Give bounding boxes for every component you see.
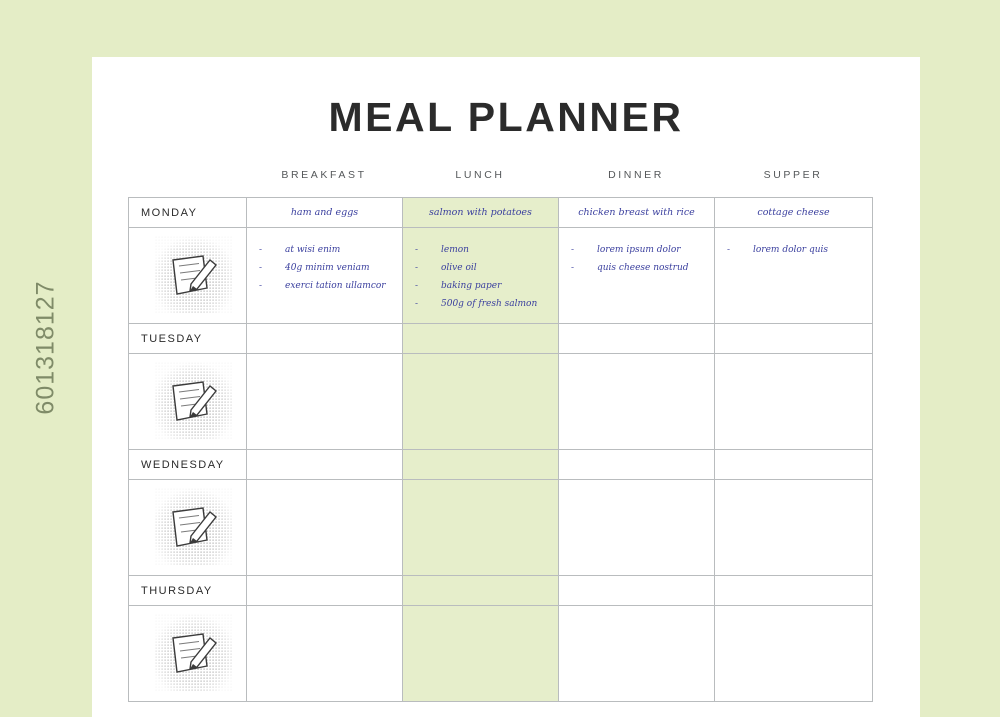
dish-cell-supper[interactable]	[715, 576, 873, 606]
ingredients-cell-dinner[interactable]	[559, 606, 715, 702]
ingredients-cell-supper[interactable]	[715, 480, 873, 576]
list-item: - lemon	[415, 245, 469, 255]
table-row	[129, 450, 873, 480]
day-name-label: THURSDAY	[141, 585, 213, 597]
dish-label	[247, 450, 402, 459]
dish-cell-breakfast[interactable]	[247, 324, 403, 354]
dish-label	[403, 324, 558, 333]
column-header-blank	[128, 169, 246, 181]
day-name-cell	[129, 324, 247, 354]
list-item: - 40g minim veniam	[259, 263, 370, 273]
ingredient-list	[715, 228, 872, 255]
day-name-label: TUESDAY	[141, 333, 203, 345]
ingredients-cell-supper[interactable]	[715, 228, 873, 324]
list-item: - at wisi enim	[259, 245, 341, 255]
dish-label	[247, 576, 402, 585]
dish-label	[715, 450, 872, 459]
dish-cell-dinner[interactable]	[559, 198, 715, 228]
dish-label	[559, 576, 714, 585]
day-name-label: MONDAY	[141, 207, 198, 219]
dish-label	[403, 576, 558, 585]
ingredient-list	[559, 228, 714, 273]
ingredients-cell-breakfast[interactable]	[247, 480, 403, 576]
column-header-breakfast: BREAKFAST	[281, 169, 367, 181]
ingredients-cell-dinner[interactable]	[559, 354, 715, 450]
table-row	[129, 606, 873, 702]
ingredients-cell-supper[interactable]	[715, 606, 873, 702]
meal-planner-sheet	[92, 57, 920, 717]
ingredients-cell-lunch[interactable]	[403, 354, 559, 450]
dish-cell-dinner[interactable]	[559, 576, 715, 606]
day-name-cell	[129, 450, 247, 480]
column-header-dinner: DINNER	[608, 169, 664, 181]
list-item: - lorem dolor quis	[727, 245, 829, 255]
table-row	[129, 480, 873, 576]
watermark-text: 601318127	[31, 280, 60, 415]
list-item: - lorem ipsum dolor	[571, 245, 681, 255]
dish-label	[715, 576, 872, 585]
dish-label	[715, 324, 872, 333]
watermark	[0, 0, 92, 695]
table-row	[129, 354, 873, 450]
notepad-pencil-icon	[155, 362, 233, 440]
column-header-row	[128, 169, 872, 181]
dish-cell-dinner[interactable]	[559, 324, 715, 354]
list-item: - olive oil	[415, 263, 477, 273]
illustration-cell	[129, 354, 247, 450]
dish-cell-breakfast[interactable]	[247, 450, 403, 480]
dish-cell-lunch[interactable]	[403, 324, 559, 354]
ingredient-list	[403, 228, 558, 309]
dish-label: cottage cheese	[757, 207, 830, 218]
ingredients-cell-breakfast[interactable]	[247, 354, 403, 450]
dish-label	[247, 324, 402, 333]
day-name-label: WEDNESDAY	[141, 459, 225, 471]
dish-label: salmon with potatoes	[429, 207, 532, 218]
dish-label: ham and eggs	[290, 207, 359, 218]
dish-label	[559, 450, 714, 459]
ingredients-cell-lunch[interactable]	[403, 228, 559, 324]
list-item: - baking paper	[415, 281, 502, 291]
dish-label	[403, 450, 558, 459]
ingredients-cell-lunch[interactable]	[403, 606, 559, 702]
dish-cell-dinner[interactable]	[559, 450, 715, 480]
dish-label	[559, 324, 714, 333]
illustration-cell	[129, 480, 247, 576]
illustration-cell	[129, 606, 247, 702]
page-title: MEAL PLANNER	[328, 94, 684, 140]
dish-cell-lunch[interactable]	[403, 198, 559, 228]
list-item: - exerci tation ullamcor	[259, 281, 386, 291]
dish-cell-supper[interactable]	[715, 450, 873, 480]
table-row	[129, 324, 873, 354]
column-header-supper: SUPPER	[763, 169, 823, 181]
dish-cell-lunch[interactable]	[403, 450, 559, 480]
notepad-pencil-icon	[155, 236, 233, 314]
dish-cell-supper[interactable]	[715, 198, 873, 228]
ingredient-list	[247, 228, 402, 291]
dish-label: chicken breast with rice	[578, 207, 695, 218]
notepad-pencil-icon	[155, 488, 233, 566]
ingredients-cell-supper[interactable]	[715, 354, 873, 450]
ingredients-cell-breakfast[interactable]	[247, 606, 403, 702]
dish-cell-lunch[interactable]	[403, 576, 559, 606]
ingredients-cell-breakfast[interactable]	[247, 228, 403, 324]
table-row	[129, 228, 873, 324]
meal-planner-table	[128, 197, 873, 702]
dish-cell-breakfast[interactable]	[247, 198, 403, 228]
notepad-pencil-icon	[155, 614, 233, 692]
day-name-cell	[129, 198, 247, 228]
list-item: - 500g of fresh salmon	[415, 299, 538, 309]
ingredients-cell-lunch[interactable]	[403, 480, 559, 576]
illustration-cell	[129, 228, 247, 324]
table-row	[129, 198, 873, 228]
dish-cell-breakfast[interactable]	[247, 576, 403, 606]
ingredients-cell-dinner[interactable]	[559, 228, 715, 324]
column-header-lunch: LUNCH	[455, 169, 505, 181]
list-item: - quis cheese nostrud	[571, 263, 689, 273]
dish-cell-supper[interactable]	[715, 324, 873, 354]
ingredients-cell-dinner[interactable]	[559, 480, 715, 576]
table-row	[129, 576, 873, 606]
day-name-cell	[129, 576, 247, 606]
